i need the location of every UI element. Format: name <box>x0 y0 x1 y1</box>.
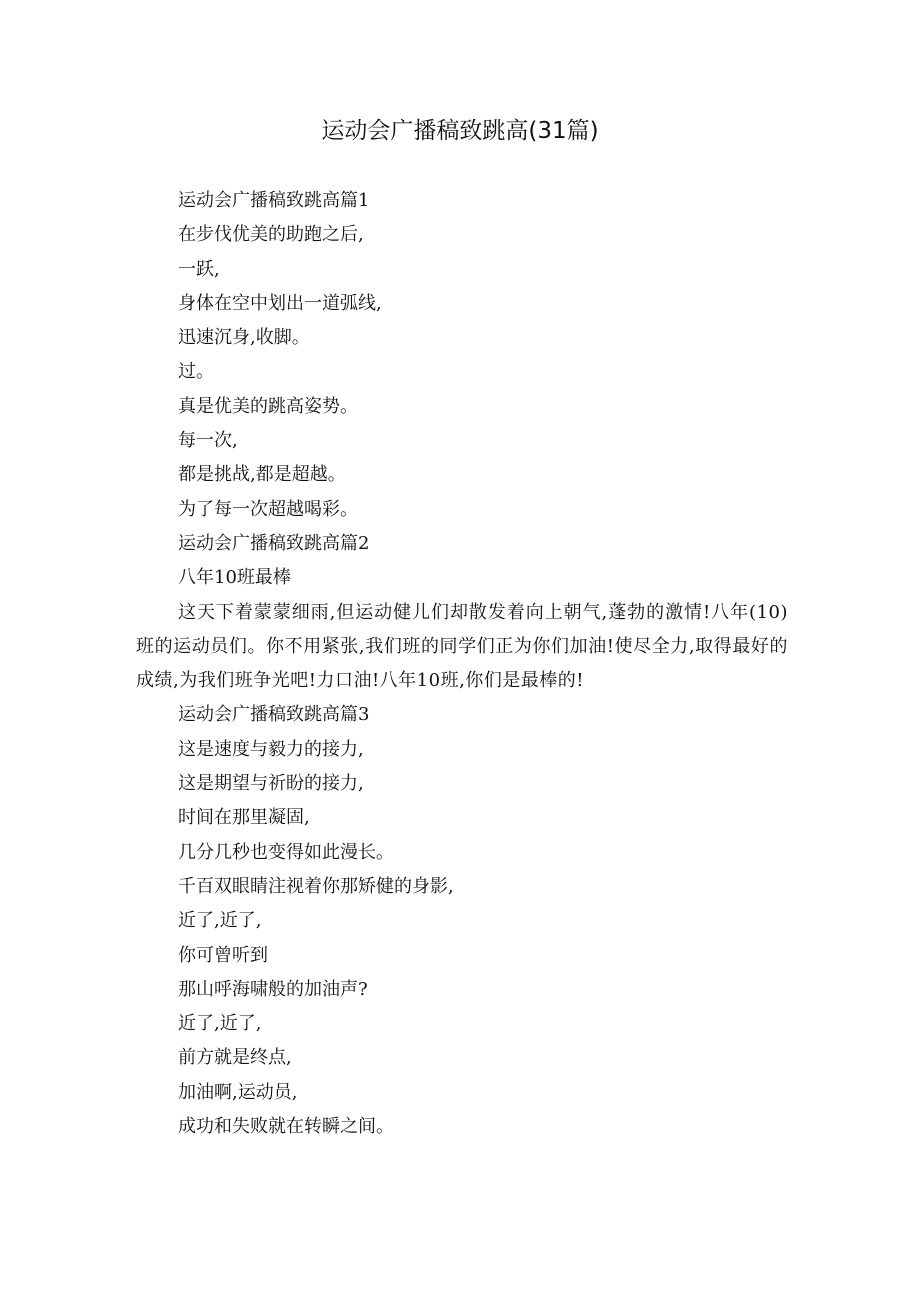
text-line: 千百双眼睛注视着你那矫健的身影, <box>178 875 454 897</box>
text-line: 过。 <box>178 361 214 383</box>
text-line: 八年10班最棒 <box>178 567 291 589</box>
text-line: 加油啊,运动员, <box>178 1081 298 1103</box>
text-line: 运动会广播稿致跳高篇1 <box>178 190 370 211</box>
text-line: 近了,近了, <box>178 1013 262 1035</box>
text-line: 那山呼海啸般的加油声? <box>178 978 368 1000</box>
text-line: 一跃, <box>178 258 220 280</box>
text-line: 运动会广播稿致跳高篇2 <box>178 532 370 554</box>
text-line: 这是期望与祈盼的接力, <box>178 773 364 795</box>
text-line: 时间在那里凝固, <box>178 807 310 829</box>
text-line: 为了每一次超越喝彩。 <box>178 498 358 520</box>
text-line: 成功和失败就在转瞬之间。 <box>178 1116 394 1138</box>
text-line: 真是优美的跳高姿势。 <box>178 395 358 417</box>
text-line: 都是挑战,都是超越。 <box>178 464 346 486</box>
text-line: 每一次, <box>178 430 238 452</box>
document-title: 运动会广播稿致跳高(31篇) <box>321 118 599 144</box>
text-line: 在步伐优美的助跑之后, <box>178 224 364 246</box>
text-line: 这是速度与毅力的接力, <box>178 738 364 760</box>
text-line: 迅速沉身,收脚。 <box>178 327 310 349</box>
text-line: 几分几秒也变得如此漫长。 <box>178 841 394 863</box>
text-line: 运动会广播稿致跳高篇3 <box>178 704 370 726</box>
text-line: 近了,近了, <box>178 910 262 932</box>
text-line: 身体在空中划出一道弧线, <box>178 292 382 314</box>
text-line: 前方就是终点, <box>178 1047 292 1069</box>
document-body <box>136 184 788 1144</box>
body-paragraph: 这天下着蒙蒙细雨,但运动健儿们却散发着向上朝气,蓬勃的激情!八年(10)班的运动员们。你不用紧张,我们班的同学们正为你们加油!使尽全力,取得最好的成绩,为我们班争光吧!力口油!八年10班,你们是最棒的! <box>136 601 788 692</box>
text-line: 你可曾听到 <box>178 944 268 966</box>
